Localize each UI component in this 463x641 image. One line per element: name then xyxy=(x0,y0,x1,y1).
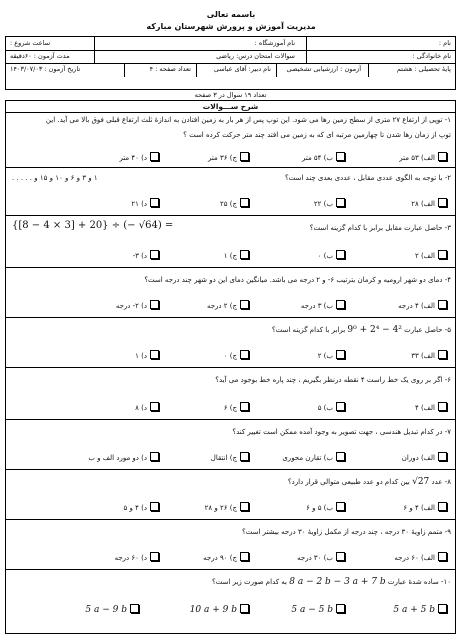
option-c[interactable]: ج) ۹۰ درجه xyxy=(203,552,249,564)
question-2 xyxy=(6,168,455,216)
checkbox-icon[interactable] xyxy=(336,300,345,309)
option-a[interactable]: الف) ۴ درجه xyxy=(398,300,447,312)
question-6-options xyxy=(12,402,449,414)
checkbox-icon[interactable] xyxy=(150,452,159,461)
option-d[interactable]: د) ۴ و ۵ xyxy=(124,502,159,514)
questions-title: شرح ســـوالات xyxy=(6,101,455,113)
organization-title: مدیریت آموزش و پرورش شهرستان مبارکه xyxy=(146,22,316,31)
option-b[interactable]: ب) تقارن محوری xyxy=(282,452,345,464)
checkbox-icon[interactable] xyxy=(438,452,447,461)
checkbox-icon[interactable] xyxy=(438,402,447,411)
question-4-options xyxy=(12,300,449,312)
question-3-expression: {[8 − 4 × 3] + 20} ÷ (− √64) = xyxy=(12,220,174,231)
option-a[interactable]: الف) ۵۳ متر xyxy=(399,152,447,164)
question-2-pattern: ۱ و ۳ و ۶ و ۱۰ و ۱۵ و . . . . . xyxy=(12,174,98,182)
checkbox-icon[interactable] xyxy=(240,604,249,613)
option-b[interactable]: ب) ۰ xyxy=(318,250,345,262)
question-5-expression: 9⁰ + 2⁴ − 4² xyxy=(347,325,402,335)
question-10-options xyxy=(12,604,449,616)
teacher-name-label: نام دبیر: آقای عباسی xyxy=(213,65,271,73)
checkbox-icon[interactable] xyxy=(438,502,447,511)
option-d[interactable]: د) ۲۱ xyxy=(131,198,159,210)
checkbox-icon[interactable] xyxy=(240,300,249,309)
option-a[interactable]: الف) ۴ و ۶ xyxy=(403,502,447,514)
option-b[interactable]: ب) ۵ xyxy=(318,402,345,414)
checkbox-icon[interactable] xyxy=(150,198,159,207)
bismillah: باسمه تعالی xyxy=(206,10,256,19)
checkbox-icon[interactable] xyxy=(336,604,345,613)
option-c[interactable]: ج) ۲۶ و ۲۸ xyxy=(205,502,249,514)
question-1-text-line2: توپ از زمان رها شدن تا چهارمین مرتبه ای که به زمین می افتد چند متر حرکت کرده است ؟ xyxy=(183,131,451,139)
checkbox-icon[interactable] xyxy=(240,402,249,411)
question-7 xyxy=(6,420,455,470)
option-a[interactable]: الف) دوران xyxy=(402,452,447,464)
option-a[interactable]: الف) ۲۸ xyxy=(411,198,447,210)
duration-label: مدت آزمون : ۶۰دقیقه xyxy=(10,52,70,60)
question-2-options xyxy=(12,198,449,210)
header-row-2 xyxy=(6,50,455,64)
question-5-text: ۵- حاصل عبارت 9⁰ + 2⁴ − 4² برابر با کدام گزینه است؟ xyxy=(271,325,451,335)
exam-header-table xyxy=(5,36,456,90)
question-3-options xyxy=(12,250,449,262)
question-count-note: تعداد ۱۹ سوال در ۳ صفحه xyxy=(194,91,267,99)
option-b[interactable]: ب) ۲۲ xyxy=(314,198,345,210)
question-9 xyxy=(6,520,455,570)
grade-label: پایهٔ تحصیلی : هشتم xyxy=(396,65,451,73)
checkbox-icon[interactable] xyxy=(150,250,159,259)
option-d[interactable]: د) ۶۰ درجه xyxy=(115,552,159,564)
question-7-text: ۷- در کدام تبدیل هندسی ، جهت تصویر به وجود آمده ممکن است تغییر کند؟ xyxy=(232,428,451,436)
checkbox-icon[interactable] xyxy=(438,604,447,613)
question-8-text: ۸- عدد √27 بین کدام دو عدد طبیعی متوالی قرار دارد؟ xyxy=(287,477,451,487)
exam-page xyxy=(5,6,457,634)
checkbox-icon[interactable] xyxy=(240,152,249,161)
checkbox-icon[interactable] xyxy=(240,350,249,359)
school-name-label: نام آموزشگاه : xyxy=(254,39,295,47)
checkbox-icon[interactable] xyxy=(336,350,345,359)
option-d[interactable]: د) ۲- درجه xyxy=(116,300,159,312)
option-c[interactable]: 10 a + 9 b xyxy=(190,604,249,616)
option-d[interactable]: د) دو مورد الف و ب xyxy=(88,452,159,464)
checkbox-icon[interactable] xyxy=(438,552,447,561)
checkbox-icon[interactable] xyxy=(438,350,447,359)
option-a[interactable]: الف) ۴ xyxy=(415,402,447,414)
question-1-text: ۱- توپی از ارتفاع ۲۷ متری از سطح زمین رها می شود. این توپ پس از هر بار به زمین افتادن به اندازهٔ ثلث ارتفاع قبلی فوق بالا می آید. این xyxy=(45,116,451,124)
question-7-options xyxy=(12,452,449,464)
option-d[interactable]: 5 a − 9 b xyxy=(85,604,139,616)
checkbox-icon[interactable] xyxy=(336,250,345,259)
checkbox-icon[interactable] xyxy=(150,152,159,161)
question-1-options xyxy=(12,152,449,164)
option-b[interactable]: 5 a − 5 b xyxy=(291,604,345,616)
checkbox-icon[interactable] xyxy=(336,152,345,161)
option-b[interactable]: ب) ۳ درجه xyxy=(301,300,345,312)
question-10-expression: 8 a − 2 b − 3 a + 7 b xyxy=(289,577,386,587)
checkbox-icon[interactable] xyxy=(438,300,447,309)
option-c[interactable]: ج) ۱ xyxy=(224,250,249,262)
option-c[interactable]: ج) ۰ xyxy=(224,350,249,362)
checkbox-icon[interactable] xyxy=(438,198,447,207)
option-a[interactable]: الف) ۳۳ xyxy=(411,350,447,362)
checkbox-icon[interactable] xyxy=(150,350,159,359)
option-d[interactable]: د) ۴۰ متر xyxy=(119,152,159,164)
checkbox-icon[interactable] xyxy=(438,152,447,161)
option-c[interactable]: ج) ۲ درجه xyxy=(207,300,249,312)
question-2-text: ۲- با توجه به الگوی عددی مقابل ، عددی بعدی چند است؟ xyxy=(284,174,451,182)
question-3 xyxy=(6,216,455,268)
family-name-label: نام خانوادگی : xyxy=(412,52,451,60)
question-10-text: ۱۰- ساده شدهٔ عبارت 8 a − 2 b − 3 a + 7 b به کدام صورت زیر است؟ xyxy=(212,577,451,587)
question-10 xyxy=(6,570,455,633)
option-d[interactable]: د) ۳- xyxy=(133,250,159,262)
page-count-label: تعداد صفحه : ۴ xyxy=(149,65,191,73)
checkbox-icon[interactable] xyxy=(336,452,345,461)
option-b[interactable]: ب) ۳۰ درجه xyxy=(297,552,345,564)
checkbox-icon[interactable] xyxy=(336,502,345,511)
option-b[interactable]: ب) ۲ xyxy=(318,350,345,362)
checkbox-icon[interactable] xyxy=(150,552,159,561)
option-c[interactable]: ج) انتقال xyxy=(211,452,249,464)
start-time-label: ساعت شروع : xyxy=(10,39,51,47)
question-9-text: ۹- متمم زاویهٔ ۳۰ درجه ، چند درجه از مکمل زاویهٔ ۳۰ درجه بیشتر است؟ xyxy=(242,528,451,536)
question-4 xyxy=(6,268,455,318)
question-8-root: √27 xyxy=(412,477,430,487)
checkbox-icon[interactable] xyxy=(240,502,249,511)
checkbox-icon[interactable] xyxy=(150,402,159,411)
question-5 xyxy=(6,318,455,368)
option-c[interactable]: ج) ۶ xyxy=(224,402,249,414)
checkbox-icon[interactable] xyxy=(240,198,249,207)
checkbox-icon[interactable] xyxy=(150,502,159,511)
exam-type-label: آزمون : ارزشیابی تشخیصی xyxy=(286,65,361,73)
option-b[interactable]: ب) ۵ و ۶ xyxy=(306,502,345,514)
checkbox-icon[interactable] xyxy=(240,552,249,561)
option-c[interactable]: ج) ۳۶ متر xyxy=(208,152,249,164)
option-b[interactable]: ب) ۵۴ متر xyxy=(302,152,345,164)
checkbox-icon[interactable] xyxy=(438,250,447,259)
checkbox-icon[interactable] xyxy=(130,604,139,613)
option-a[interactable]: الف) ۲ xyxy=(415,250,447,262)
checkbox-icon[interactable] xyxy=(150,300,159,309)
question-4-text: ۴- دمای دو شهر ارومیه و کرمان بترتیب ۶- و ۲ درجه می باشد. میانگین دمای این دو شهر چند درجه است؟ xyxy=(144,276,451,284)
checkbox-icon[interactable] xyxy=(336,552,345,561)
checkbox-icon[interactable] xyxy=(336,198,345,207)
question-9-options xyxy=(12,552,449,564)
option-c[interactable]: ج) ۲۵ xyxy=(220,198,249,210)
question-3-text: ۳- حاصل عبارت مقابل برابر با کدام گزینه است؟ xyxy=(309,224,451,232)
option-d[interactable]: د) ۱ xyxy=(135,350,159,362)
question-1 xyxy=(6,112,455,168)
student-name-label: نام : xyxy=(438,39,451,47)
option-d[interactable]: د) ۸ xyxy=(135,402,159,414)
header-row-1 xyxy=(6,37,455,51)
questions-section xyxy=(5,100,456,634)
question-6 xyxy=(6,368,455,420)
exam-date-label: تاریخ آزمون : ۱۴۰۳/۰۷/۰۳ xyxy=(10,65,81,73)
exam-questions-label: سوالات امتحان درس: ریاضی xyxy=(216,52,295,60)
question-8 xyxy=(6,470,455,520)
checkbox-icon[interactable] xyxy=(240,250,249,259)
header-row-3 xyxy=(6,63,455,77)
question-6-text: ۶- اگر بر روی یک خط راست ۴ نقطه درنظر بگیریم ، چند پاره خط بوجود می آید؟ xyxy=(215,376,451,384)
option-a[interactable]: الف) ۶۰ درجه xyxy=(394,552,447,564)
checkbox-icon[interactable] xyxy=(336,402,345,411)
question-5-options xyxy=(12,350,449,362)
question-8-options xyxy=(12,502,449,514)
checkbox-icon[interactable] xyxy=(240,452,249,461)
option-a[interactable]: 5 a + 5 b xyxy=(393,604,447,616)
